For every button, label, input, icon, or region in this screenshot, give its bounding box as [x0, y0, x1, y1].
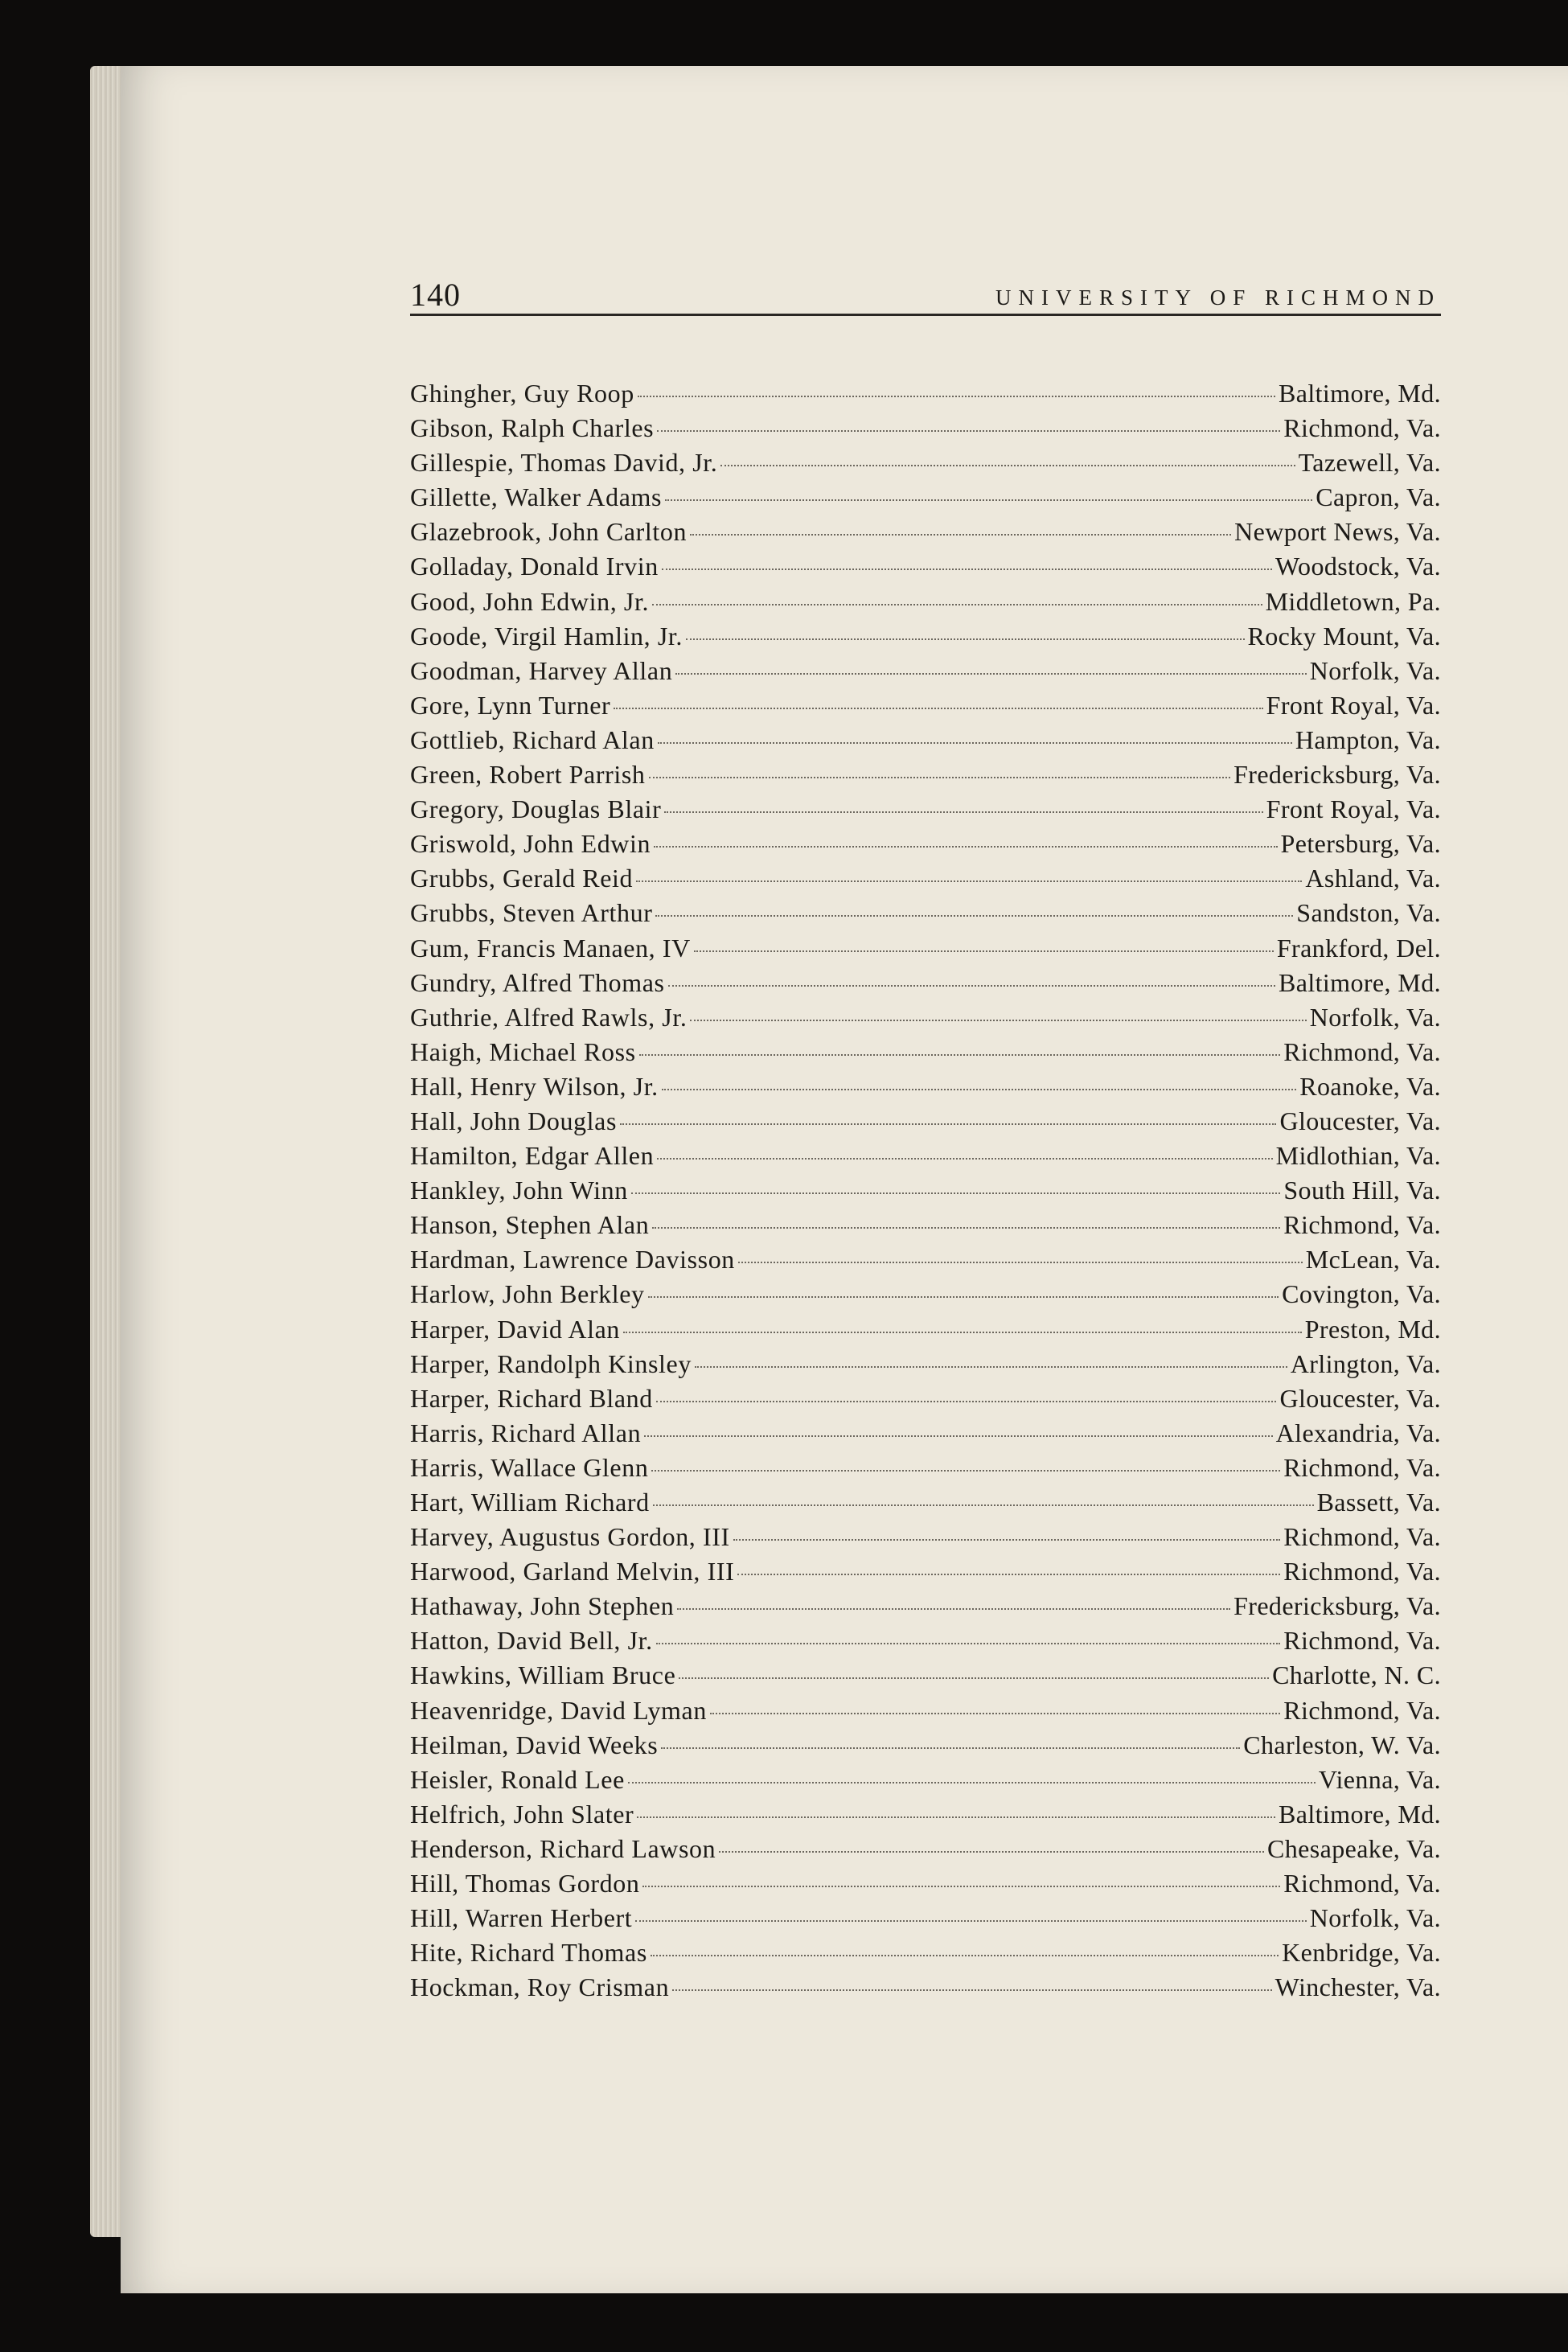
entry-place: Front Royal, Va. [1266, 794, 1441, 824]
entry-place: Newport News, Va. [1234, 517, 1441, 547]
entry-place: Capron, Va. [1316, 482, 1441, 512]
directory-entry [410, 1970, 1441, 2005]
entry-place: Vienna, Va. [1318, 1764, 1441, 1794]
entry-place: Richmond, Va. [1283, 413, 1441, 443]
directory-entry [410, 549, 1441, 584]
entry-name: Harwood, Garland Melvin, III [410, 1557, 735, 1586]
entry-name: Heilman, David Weeks [410, 1730, 659, 1759]
directory-entry [410, 1935, 1441, 1970]
entry-name: Hockman, Roy Crisman [410, 1972, 670, 2002]
entry-place: Roanoke, Va. [1299, 1071, 1441, 1101]
dot-leader [644, 1435, 1272, 1437]
dot-leader [657, 1157, 1272, 1160]
dot-leader [662, 1088, 1296, 1090]
dot-leader [655, 914, 1293, 917]
entry-place: Alexandria, Va. [1275, 1418, 1441, 1447]
dot-leader [662, 568, 1272, 570]
dot-leader [694, 950, 1274, 952]
dot-leader [654, 845, 1277, 848]
directory-entry [410, 827, 1441, 861]
entry-place: Charleston, W. Va. [1243, 1730, 1441, 1759]
dot-leader [648, 1295, 1279, 1298]
directory-entry [410, 1554, 1441, 1589]
entry-place: Norfolk, Va. [1309, 1002, 1441, 1032]
running-head: UNIVERSITY OF RICHMOND [995, 285, 1441, 310]
directory-entry [410, 619, 1441, 654]
directory-entry [410, 1866, 1441, 1901]
dot-leader [657, 429, 1280, 432]
entry-name: Hamilton, Edgar Allen [410, 1141, 655, 1171]
dot-leader [642, 1885, 1280, 1887]
dot-leader [710, 1712, 1280, 1714]
entry-place: McLean, Va. [1305, 1245, 1441, 1275]
entry-name: Gundry, Alfred Thomas [410, 967, 665, 997]
directory-entry [410, 1832, 1441, 1866]
entry-place: Norfolk, Va. [1309, 655, 1441, 685]
entry-name: Green, Robert Parrish [410, 760, 646, 790]
entry-name: Golladay, Donald Irvin [410, 552, 659, 581]
entry-name: Hardman, Lawrence Davisson [410, 1245, 735, 1275]
dot-leader [635, 1919, 1306, 1922]
entry-place: Richmond, Va. [1283, 1522, 1441, 1552]
directory-entry [410, 1139, 1441, 1173]
dot-leader [672, 1989, 1271, 1991]
directory-entry [410, 1901, 1441, 1935]
entry-name: Gore, Lynn Turner [410, 690, 611, 720]
entry-place: Chesapeake, Va. [1267, 1833, 1441, 1863]
entry-place: Richmond, Va. [1283, 1210, 1441, 1240]
directory-entry [410, 1485, 1441, 1520]
dot-leader [651, 1469, 1280, 1472]
dot-leader [628, 1781, 1316, 1783]
entry-place: Ashland, Va. [1305, 864, 1441, 893]
entry-name: Gottlieb, Richard Alan [410, 724, 655, 754]
directory-entry [410, 1173, 1441, 1208]
dot-leader [637, 1816, 1275, 1818]
dot-leader [677, 1607, 1230, 1610]
directory-entry [410, 1728, 1441, 1763]
entry-place: Richmond, Va. [1283, 1452, 1441, 1482]
entry-place: Gloucester, Va. [1279, 1106, 1441, 1135]
entry-name: Gibson, Ralph Charles [410, 413, 655, 443]
dot-leader [686, 638, 1245, 640]
page-number: 140 [410, 277, 461, 313]
dot-leader [690, 533, 1231, 536]
directory-entry [410, 1623, 1441, 1658]
dot-leader [733, 1538, 1281, 1541]
entry-name: Hawkins, William Bruce [410, 1660, 676, 1690]
directory-entry [410, 1208, 1441, 1242]
entry-name: Gillette, Walker Adams [410, 482, 663, 512]
entry-place: Baltimore, Md. [1278, 967, 1441, 997]
entry-name: Henderson, Richard Lawson [410, 1833, 716, 1863]
directory-entry [410, 480, 1441, 515]
dot-leader [656, 1400, 1277, 1402]
entry-place: Middletown, Pa. [1265, 586, 1441, 616]
entry-place: Baltimore, Md. [1278, 1799, 1441, 1829]
entry-name: Good, John Edwin, Jr. [410, 586, 650, 616]
directory-entry [410, 966, 1441, 1000]
entry-place: Front Royal, Va. [1266, 690, 1441, 720]
directory-entry [410, 1520, 1441, 1554]
directory-entry [410, 1763, 1441, 1797]
directory-entry [410, 1347, 1441, 1381]
entry-place: Midlothian, Va. [1275, 1141, 1441, 1171]
dot-leader [636, 880, 1302, 882]
entry-name: Ghingher, Guy Roop [410, 379, 634, 408]
entry-place: Rocky Mount, Va. [1247, 621, 1441, 651]
entry-place: Preston, Md. [1304, 1314, 1441, 1344]
dot-leader [668, 984, 1275, 987]
entry-place: Baltimore, Md. [1278, 379, 1441, 408]
dot-leader [664, 811, 1262, 813]
entry-name: Gillespie, Thomas David, Jr. [410, 448, 718, 478]
dot-leader [652, 1226, 1280, 1229]
entry-name: Guthrie, Alfred Rawls, Jr. [410, 1002, 688, 1032]
dot-leader [665, 499, 1312, 501]
dot-leader [658, 741, 1292, 744]
entry-name: Hill, Warren Herbert [410, 1903, 633, 1933]
entry-name: Glazebrook, John Carlton [410, 517, 688, 547]
directory-entry [410, 1277, 1441, 1311]
directory-entry [410, 1381, 1441, 1416]
directory-entry [410, 1658, 1441, 1693]
entry-name: Grubbs, Steven Arthur [410, 898, 653, 928]
directory-entry [410, 1242, 1441, 1277]
dot-leader [720, 464, 1295, 466]
entry-name: Gregory, Douglas Blair [410, 794, 662, 824]
dot-leader [638, 395, 1275, 397]
entry-name: Grubbs, Gerald Reid [410, 864, 634, 893]
entry-place: South Hill, Va. [1283, 1176, 1441, 1205]
entry-place: Tazewell, Va. [1298, 448, 1441, 478]
directory-entry [410, 1797, 1441, 1832]
entry-name: Hill, Thomas Gordon [410, 1869, 640, 1898]
directory-entry [410, 1104, 1441, 1139]
dot-leader [737, 1573, 1280, 1575]
entry-name: Harper, David Alan [410, 1314, 620, 1344]
dot-leader [719, 1850, 1264, 1853]
entry-place: Fredericksburg, Va. [1233, 760, 1441, 790]
entry-name: Helfrich, John Slater [410, 1799, 634, 1829]
dot-leader [649, 776, 1231, 778]
entry-name: Harvey, Augustus Gordon, III [410, 1522, 730, 1552]
directory-entry [410, 585, 1441, 619]
dot-leader [651, 1954, 1279, 1956]
entry-name: Haigh, Michael Ross [410, 1036, 636, 1066]
entry-place: Gloucester, Va. [1279, 1383, 1441, 1413]
entry-place: Richmond, Va. [1283, 1036, 1441, 1066]
directory-entry [410, 896, 1441, 930]
entry-place: Petersburg, Va. [1280, 829, 1441, 859]
dot-leader [738, 1261, 1303, 1263]
directory-entry [410, 792, 1441, 827]
entry-place: Richmond, Va. [1283, 1869, 1441, 1898]
dot-leader [675, 672, 1306, 675]
entry-name: Goodman, Harvey Allan [410, 655, 673, 685]
header-rule [410, 314, 1441, 316]
directory-entry [410, 1416, 1441, 1451]
directory-entry [410, 688, 1441, 723]
directory-entry [410, 1000, 1441, 1035]
directory-entry [410, 1069, 1441, 1104]
entry-place: Kenbridge, Va. [1282, 1938, 1441, 1968]
entry-name: Gum, Francis Manaen, IV [410, 933, 691, 963]
dot-leader [652, 603, 1262, 605]
entry-name: Hankley, John Winn [410, 1176, 628, 1205]
entry-name: Hall, John Douglas [410, 1106, 618, 1135]
directory-list [410, 376, 1441, 2005]
dot-leader [695, 1365, 1287, 1368]
dot-leader [656, 1642, 1281, 1644]
entry-name: Heavenridge, David Lyman [410, 1695, 707, 1725]
entry-name: Griswold, John Edwin [410, 829, 651, 859]
directory-entry [410, 445, 1441, 480]
entry-place: Sandston, Va. [1296, 898, 1441, 928]
directory-entry [410, 861, 1441, 896]
entry-name: Harlow, John Berkley [410, 1279, 645, 1309]
entry-place: Woodstock, Va. [1275, 552, 1441, 581]
dot-leader [679, 1677, 1269, 1679]
entry-name: Harper, Richard Bland [410, 1383, 653, 1413]
entry-place: Bassett, Va. [1316, 1488, 1441, 1517]
directory-entry [410, 931, 1441, 966]
entry-name: Harris, Richard Allan [410, 1418, 642, 1447]
entry-place: Richmond, Va. [1283, 1626, 1441, 1656]
directory-entry [410, 411, 1441, 445]
dot-leader [631, 1192, 1281, 1194]
entry-name: Hathaway, John Stephen [410, 1591, 675, 1621]
entry-place: Richmond, Va. [1283, 1695, 1441, 1725]
entry-place: Frankford, Del. [1276, 933, 1441, 963]
entry-name: Harris, Wallace Glenn [410, 1452, 649, 1482]
entry-name: Hanson, Stephen Alan [410, 1210, 650, 1240]
dot-leader [620, 1123, 1276, 1125]
dot-leader [661, 1747, 1240, 1749]
directory-entry [410, 1035, 1441, 1069]
entry-name: Hatton, David Bell, Jr. [410, 1626, 653, 1656]
directory-entry [410, 1693, 1441, 1728]
entry-name: Harper, Randolph Kinsley [410, 1348, 692, 1378]
directory-entry [410, 757, 1441, 792]
directory-entry [410, 1312, 1441, 1347]
directory-entry [410, 1589, 1441, 1623]
entry-place: Charlotte, N. C. [1272, 1660, 1441, 1690]
dot-leader [639, 1053, 1281, 1056]
directory-entry [410, 723, 1441, 757]
directory-entry [410, 654, 1441, 688]
entry-place: Fredericksburg, Va. [1233, 1591, 1441, 1621]
entry-place: Winchester, Va. [1275, 1972, 1441, 2002]
directory-entry [410, 1451, 1441, 1485]
dot-leader [690, 1019, 1306, 1021]
dot-leader [614, 707, 1262, 709]
directory-entry [410, 515, 1441, 549]
dot-leader [653, 1504, 1314, 1506]
entry-place: Arlington, Va. [1290, 1348, 1441, 1378]
entry-place: Hampton, Va. [1295, 724, 1441, 754]
entry-name: Goode, Virgil Hamlin, Jr. [410, 621, 683, 651]
entry-name: Hite, Richard Thomas [410, 1938, 647, 1968]
entry-place: Covington, Va. [1282, 1279, 1441, 1309]
entry-place: Norfolk, Va. [1309, 1903, 1441, 1933]
directory-entry [410, 376, 1441, 411]
entry-name: Heisler, Ronald Lee [410, 1764, 625, 1794]
entry-name: Hart, William Richard [410, 1488, 650, 1517]
entry-name: Hall, Henry Wilson, Jr. [410, 1071, 659, 1101]
dot-leader [623, 1331, 1302, 1333]
entry-place: Richmond, Va. [1283, 1557, 1441, 1586]
